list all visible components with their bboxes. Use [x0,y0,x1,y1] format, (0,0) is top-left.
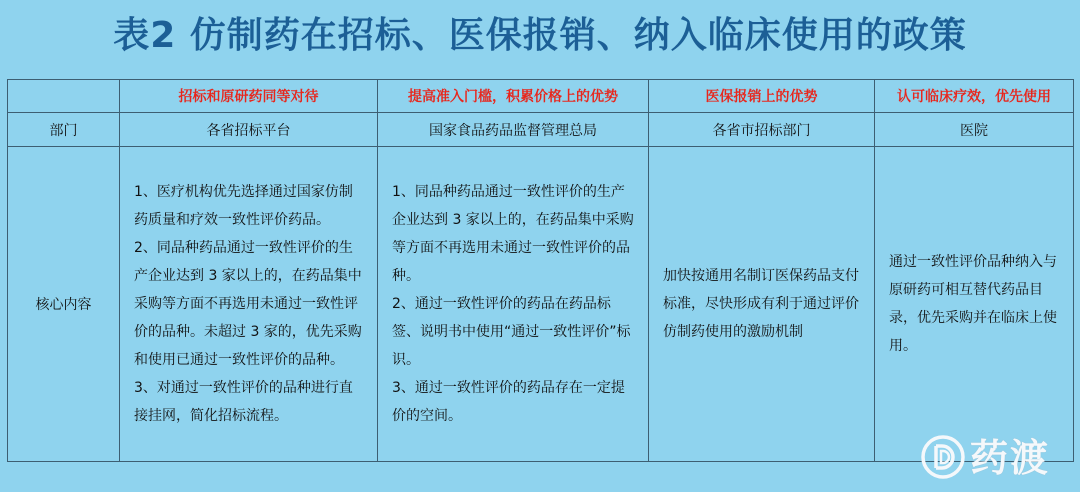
header-row [8,80,1074,113]
department-cell-provincial-platform: 各省招标平台 [120,113,378,147]
page-title: 表2 仿制药在招标、医保报销、纳入临床使用的政策 [113,15,967,56]
header-corner-cell [8,80,120,113]
core-threshold-item-2: 2、通过一致性评价的药品在药品标签、说明书中使用“通过一致性评价”标识。 [392,296,631,368]
core-threshold-item-1: 1、同品种药品通过一致性评价的生产企业达到 3 家以上的，在药品集中采购等方面不再选用未通过一致性评价的品种。 [392,184,634,284]
department-label: 部门 [8,113,120,147]
yaodu-d-logo-icon [920,434,966,480]
department-cell-cfda: 国家食品药品监督管理总局 [378,113,649,147]
core-cell-clinical [875,147,1074,462]
brand-name: 药渡 [970,436,1051,480]
core-clinical-text: 通过一致性评价品种纳入与原研药可相互替代药品目录，优先采购并在临床上使用。 [889,254,1057,354]
core-threshold-item-3: 3、通过一致性评价的药品存在一定提价的空间。 [392,380,625,424]
header-cell-tender: 招标和原研药同等对待 [120,80,378,113]
core-tender-item-2: 2、同品种药品通过一致性评价的生产企业达到 3 家以上的，在药品集中采购等方面不再选用未通过一致性评价的品种。未超过 3 家的，优先采购和使用已通过一致性评价的品种。 [134,240,362,368]
brand-logo [920,430,1070,486]
core-tender-item-3: 3、对通过一致性评价的品种进行直接挂网，简化招标流程。 [134,380,353,424]
department-cell-hospital: 医院 [875,113,1074,147]
core-content-row [8,147,1074,462]
core-insurance-text: 加快按通用名制订医保药品支付标准，尽快形成有利于通过评价仿制药使用的激励机制 [663,268,859,340]
core-cell-threshold [378,147,649,462]
core-content-label: 核心内容 [8,147,120,462]
department-cell-provincial-dept: 各省市招标部门 [649,113,875,147]
core-cell-insurance [649,147,875,462]
core-tender-item-1: 1、医疗机构优先选择通过国家仿制药质量和疗效一致性评价药品。 [134,184,353,228]
department-row [8,113,1074,147]
header-cell-insurance: 医保报销上的优势 [649,80,875,113]
header-cell-clinical: 认可临床疗效，优先使用 [875,80,1074,113]
policy-table [7,79,1074,462]
core-cell-tender [120,147,378,462]
header-cell-threshold: 提高准入门槛，积累价格上的优势 [378,80,649,113]
